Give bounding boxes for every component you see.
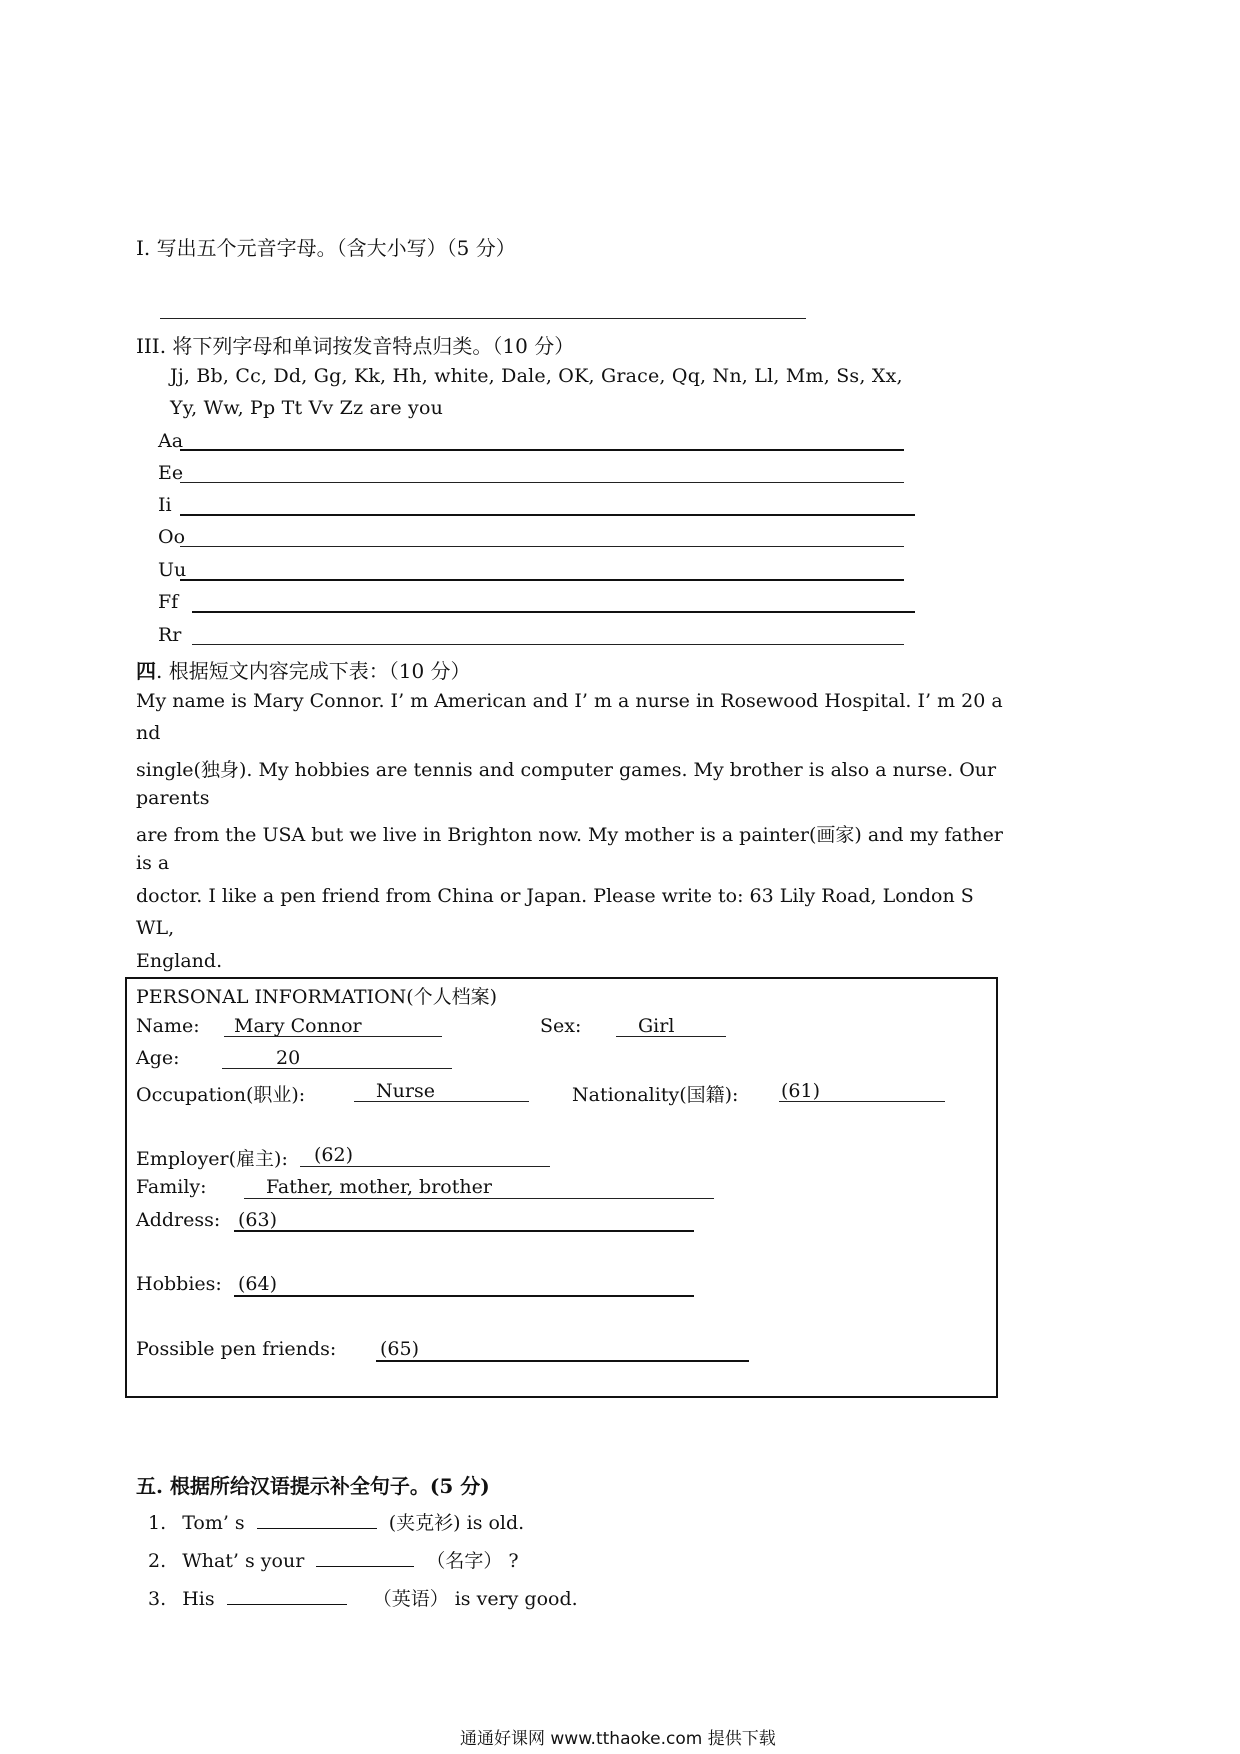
row-label-aa: Aa — [158, 430, 184, 452]
nationality-line[interactable] — [779, 1101, 945, 1102]
row-line-rr[interactable] — [192, 644, 904, 645]
section-4-heading — [136, 655, 471, 684]
name-line[interactable] — [224, 1036, 442, 1037]
passage-line-8: WL, — [136, 917, 175, 939]
employer-line[interactable] — [300, 1166, 550, 1167]
sentence-2-start: What’ s your — [182, 1550, 305, 1572]
section-4-title: . 根据短文内容完成下表：（10 分） — [156, 659, 471, 683]
occupation-line[interactable] — [354, 1101, 529, 1102]
word-list-line-2: Yy, Ww, Pp Tt Vv Zz are you — [170, 397, 444, 419]
family-line[interactable] — [244, 1198, 714, 1199]
sex-line[interactable] — [616, 1036, 726, 1037]
sentence-1-hint: (夹克衫) is old. — [388, 1512, 525, 1534]
row-label-uu: Uu — [158, 559, 187, 581]
passage-line-6: is a — [136, 852, 170, 874]
passage-line-9: England. — [136, 950, 223, 972]
age-value: 20 — [276, 1047, 301, 1069]
sentence-1 — [148, 1508, 524, 1535]
sentence-1-blank[interactable] — [257, 1528, 377, 1529]
address-value: (63) — [238, 1209, 278, 1231]
passage-line-5: are from the USA but we live in Brighton now. My mother is a painter(画家) and my father — [136, 824, 1003, 846]
row-line-ee[interactable] — [180, 482, 904, 483]
section-4-number: 四 — [136, 659, 156, 683]
occupation-value: Nurse — [376, 1080, 435, 1102]
hobbies-value: (64) — [238, 1273, 278, 1295]
sentence-3-number: 3. — [148, 1588, 167, 1610]
age-line[interactable] — [222, 1068, 452, 1069]
row-line-oo[interactable] — [180, 546, 904, 547]
row-line-uu[interactable] — [180, 579, 904, 581]
sentence-2-blank[interactable] — [316, 1566, 414, 1567]
occupation-label: Occupation(职业): — [136, 1084, 306, 1106]
row-line-aa[interactable] — [180, 449, 904, 451]
passage-line-7: doctor. I like a pen friend from China or Japan. Please write to: 63 Lily Road, London S — [136, 885, 974, 907]
address-line[interactable] — [234, 1230, 694, 1232]
footer-text: 通通好课网 www.tthaoke.com 提供下载 — [460, 1729, 776, 1749]
nationality-value: (61) — [781, 1080, 821, 1102]
penfriends-label: Possible pen friends: — [136, 1338, 337, 1360]
section-1-heading: I. 写出五个元音字母。（含大小写）（5 分） — [136, 236, 516, 260]
section-5-heading: 五. 根据所给汉语提示补全句子。(5 分) — [136, 1474, 490, 1498]
row-label-rr: Rr — [158, 624, 182, 646]
hobbies-line[interactable] — [234, 1295, 694, 1297]
sentence-3-blank[interactable] — [227, 1604, 347, 1605]
row-label-ee: Ee — [158, 462, 184, 484]
row-label-oo: Oo — [158, 526, 186, 548]
row-label-ii: Ii — [158, 494, 172, 516]
nationality-label: Nationality(国籍): — [572, 1084, 739, 1106]
age-label: Age: — [136, 1047, 180, 1069]
word-list-line-1: Jj, Bb, Cc, Dd, Gg, Kk, Hh, white, Dale, OK, Grace, Qq, Nn, Ll, Mm, Ss, Xx, — [170, 365, 903, 387]
family-value: Father, mother, brother — [266, 1176, 492, 1198]
passage-line-1: My name is Mary Connor. I’ m American and I’ m a nurse in Rosewood Hospital. I’ m 20 a — [136, 690, 1003, 712]
sentence-2-number: 2. — [148, 1550, 167, 1572]
row-line-ii[interactable] — [180, 514, 915, 516]
sentence-2 — [148, 1546, 519, 1573]
section-3-heading: III. 将下列字母和单词按发音特点归类。（10 分） — [136, 334, 575, 358]
sentence-3 — [148, 1584, 578, 1611]
passage-line-4: parents — [136, 787, 210, 809]
sentence-3-start: His — [182, 1588, 215, 1610]
hobbies-label: Hobbies: — [136, 1273, 222, 1295]
sentence-1-number: 1. — [148, 1512, 167, 1534]
sentence-2-hint: （名字） ? — [426, 1550, 519, 1572]
sex-value: Girl — [638, 1015, 675, 1037]
employer-label: Employer(雇主): — [136, 1148, 288, 1170]
family-label: Family: — [136, 1176, 207, 1198]
sentence-3-hint: （英语） is very good. — [372, 1588, 578, 1610]
row-label-ff: Ff — [158, 591, 179, 613]
penfriends-line[interactable] — [376, 1360, 749, 1362]
passage-line-3: single(独身). My hobbies are tennis and computer games. My brother is also a nurse. Our — [136, 759, 997, 781]
section-1-answer-line[interactable] — [160, 318, 806, 319]
personal-information-table — [125, 977, 998, 1398]
name-value: Mary Connor — [234, 1015, 362, 1037]
address-label: Address: — [136, 1209, 221, 1231]
employer-value: (62) — [314, 1144, 354, 1166]
passage-line-2: nd — [136, 722, 161, 744]
table-title: PERSONAL INFORMATION(个人档案) — [136, 986, 498, 1008]
penfriends-value: (65) — [380, 1338, 420, 1360]
sentence-1-start: Tom’ s — [182, 1512, 245, 1534]
sex-label: Sex: — [540, 1015, 582, 1037]
name-label: Name: — [136, 1015, 200, 1037]
row-line-ff[interactable] — [192, 611, 915, 613]
